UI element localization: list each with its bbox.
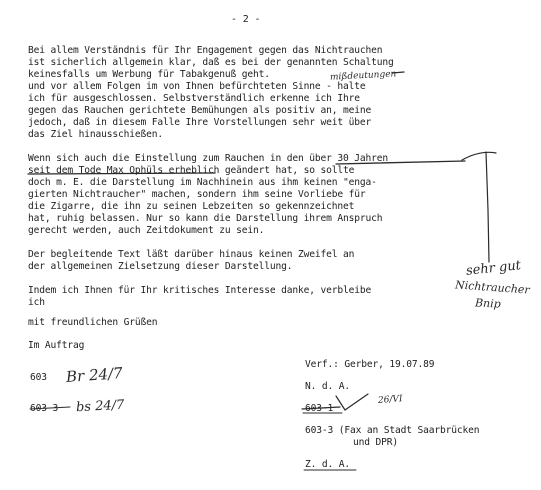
p2-line-7: gerecht werden, auch Zeitdokument zu sein. — [28, 225, 265, 236]
p1-line-8: das Ziel hinausschießen. — [28, 129, 164, 140]
left-code-603: 603 — [30, 372, 47, 383]
p1-line-7: jedoch, daß in diesem Falle Ihre Vorstellungen sehr weit über — [28, 117, 372, 128]
p2-line-5: die Zigarre, die ihn zu seinen Lebzeiten so gekennzeichnet — [28, 201, 355, 212]
margin-vertical-line — [486, 152, 489, 262]
margin-note-dash — [392, 72, 404, 73]
im-auftrag: Im Auftrag — [28, 340, 85, 351]
handwritten-signature-603-3: bs 24/7 — [75, 397, 125, 416]
handwritten-side-note-2: Nichtraucher — [454, 278, 531, 297]
connector-stroke — [462, 152, 496, 160]
p1-line-2: ist sicherlich allgemein klar, daß es bei der genannten Schaltung — [28, 57, 394, 68]
code-603-3-fax-cont: und DPR) — [353, 437, 399, 448]
verf-line: Verf.: Gerber, 19.07.89 — [305, 359, 435, 370]
underline-ueber-30-jahren — [336, 161, 465, 164]
zda-label: Z. d. A. — [305, 459, 351, 470]
p1-line-6: gegen das Rauchen gerichtete Bemühungen als positiv an, meine — [28, 105, 372, 116]
p4-line-2: ich — [28, 297, 45, 308]
p2-line-6: hat, ruhig belassen. Nur so kann die Darstellung ihrem Anspruch — [28, 213, 383, 224]
page-number: - 2 - — [231, 14, 261, 25]
code-603-3-fax: 603-3 (Fax an Stadt Saarbrücken — [305, 425, 480, 436]
p4-line-1: Indem ich Ihnen für Ihr kritisches Interesse danke, verbleibe — [28, 285, 372, 296]
nda-label: N. d. A. — [305, 381, 351, 392]
p2-line-3: doch m. E. die Darstellung im Nachhinein aus ihm keinen "enga- — [28, 177, 377, 188]
strike-left-603-3 — [30, 407, 70, 409]
handwritten-date-603-1: 26/VI — [377, 394, 403, 406]
p1-line-5: ich für ausgeschlossen. Selbstverständlich erkenne ich Ihre — [28, 93, 360, 104]
strike-603-1 — [302, 407, 340, 409]
p2-line-2: seit dem Tode Max Ophüls erheblich geändert hat, so sollte — [28, 165, 355, 176]
p2-line-4: gierten Nichtraucher" machen, sondern ihm seine Vorliebe für — [28, 189, 366, 200]
underline-max-ophuels — [28, 173, 215, 174]
handwritten-side-note-3: Bnip — [474, 296, 502, 311]
code-603-1: 603-1 — [305, 403, 334, 414]
handwritten-signature-603: Br 24/7 — [65, 364, 124, 386]
p3-line-2: der allgemeinen Zielsetzung dieser Darstellung. — [28, 261, 293, 272]
p2-line-1: Wenn sich auch die Einstellung zum Rauchen in den über 30 Jahren — [28, 153, 389, 164]
p3-line-1: Der begleitende Text läßt darüber hinaus keinen Zweifel an — [28, 249, 355, 260]
left-code-603-3: 603-3 — [30, 403, 59, 414]
p1-line-1: Bei allem Verständnis für Ihr Engagement gegen das Nichtrauchen — [28, 45, 383, 56]
closing-greeting: mit freundlichen Grüßen — [28, 317, 158, 328]
checkmark-603-1 — [336, 394, 368, 410]
handwritten-side-note-1: sehr gut — [465, 258, 522, 279]
handwritten-margin-note: mißdeutungen — [329, 69, 397, 83]
p1-line-3: keinesfalls um Werbung für Tabakgenuß geht. — [28, 69, 270, 80]
p1-line-4: und vor allem Folgen im von Ihnen befürchteten Sinne - halte — [28, 81, 366, 92]
